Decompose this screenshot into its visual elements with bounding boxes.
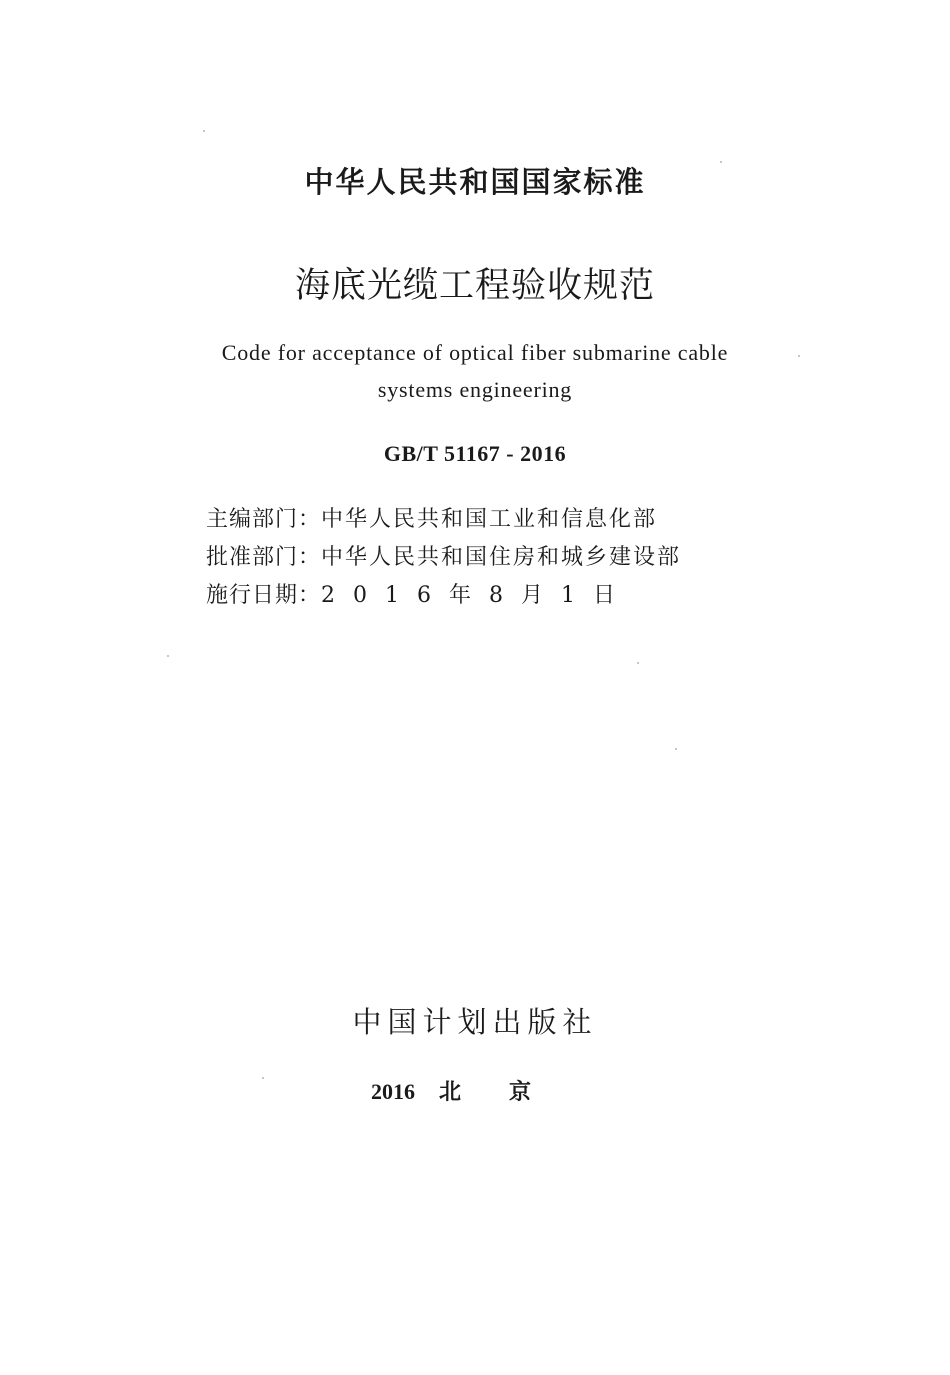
meta-label: 主编部门： (206, 507, 322, 532)
publication-place (0, 1075, 950, 1106)
meta-value: 中华人民共和国住房和城乡建设部 (321, 545, 682, 570)
publication-year: 2016 (370, 1079, 415, 1104)
meta-label: 批准部门： (206, 545, 322, 570)
document-title-english-line-2: systems engineering (377, 377, 573, 402)
scan-speck (637, 662, 639, 664)
meta-row-approver (206, 543, 681, 581)
meta-row-editor (206, 505, 681, 543)
document-metadata (206, 505, 681, 619)
scan-speck (167, 655, 169, 657)
document-title-english-line-1: Code for acceptance of optical fiber submarine cable (221, 340, 729, 365)
scan-speck (720, 161, 722, 163)
meta-value: 中华人民共和国工业和信息化部 (321, 507, 658, 532)
meta-value: 2016年8月1日 (321, 583, 633, 608)
meta-row-effective-date (206, 581, 681, 619)
publisher-name: 中国计划出版社 (352, 1005, 598, 1039)
scan-speck (203, 130, 205, 132)
standard-series-heading: 中华人民共和国国家标准 (304, 165, 646, 199)
scan-speck (262, 1077, 264, 1079)
scan-speck (798, 355, 800, 357)
scan-speck (675, 748, 677, 750)
meta-label: 施行日期： (206, 583, 322, 608)
standard-code: GB/T 51167 - 2016 (383, 441, 567, 466)
document-title-chinese: 海底光缆工程验收规范 (294, 266, 655, 306)
publication-city: 北京 (438, 1079, 579, 1105)
